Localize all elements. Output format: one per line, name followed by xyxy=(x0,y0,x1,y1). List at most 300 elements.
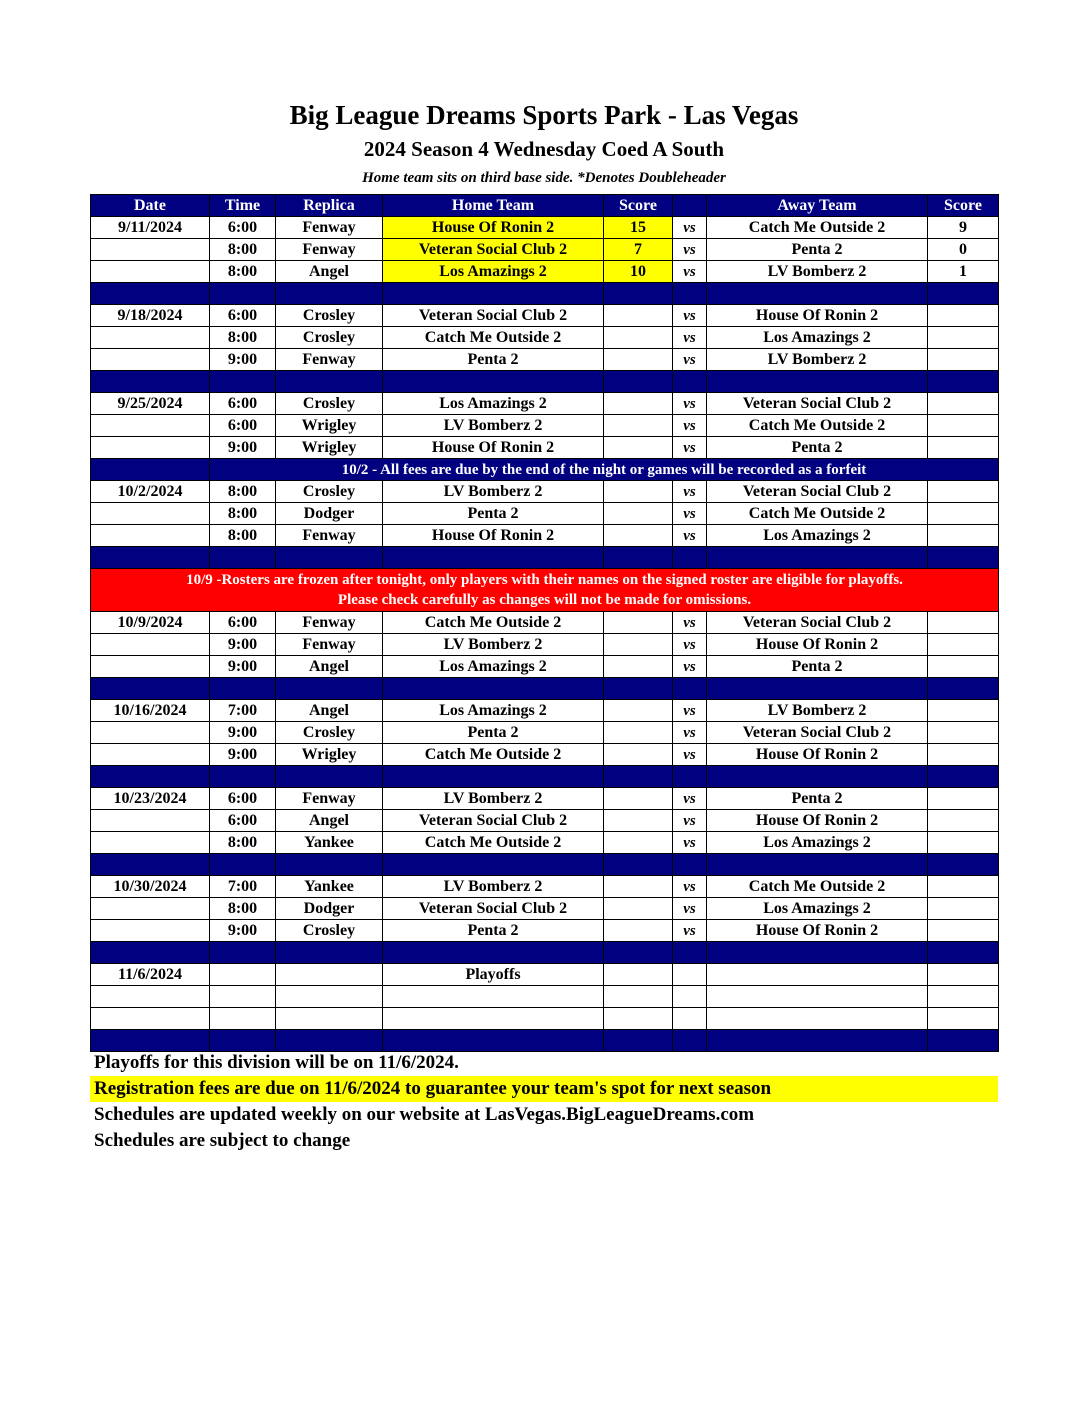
notice-row xyxy=(91,459,999,481)
home-team-cell xyxy=(383,986,604,1008)
footer-change-note: Schedules are subject to change xyxy=(94,1130,351,1151)
column-header-date: Date xyxy=(91,195,210,217)
home-team-cell: Veteran Social Club 2 xyxy=(383,305,604,327)
table-row xyxy=(91,503,999,525)
vs-cell: vs xyxy=(673,305,707,327)
spacer-cell xyxy=(604,371,673,393)
spacer-cell xyxy=(673,942,707,964)
field-cell: Fenway xyxy=(276,612,383,634)
away-team-cell: LV Bomberz 2 xyxy=(707,349,928,371)
home-team-cell: House Of Ronin 2 xyxy=(383,525,604,547)
spacer-row xyxy=(91,371,999,393)
away-score-cell xyxy=(928,327,999,349)
home-team-cell: LV Bomberz 2 xyxy=(383,788,604,810)
time-cell: 9:00 xyxy=(210,920,276,942)
date-cell xyxy=(91,437,210,459)
spacer-cell xyxy=(210,854,276,876)
spacer-cell xyxy=(673,678,707,700)
spacer-cell xyxy=(928,283,999,305)
spacer-cell xyxy=(673,854,707,876)
home-team-cell: Los Amazings 2 xyxy=(383,261,604,283)
field-cell: Fenway xyxy=(276,217,383,239)
spacer-cell xyxy=(383,371,604,393)
home-team-cell: Catch Me Outside 2 xyxy=(383,832,604,854)
table-row xyxy=(91,810,999,832)
home-score-cell: 7 xyxy=(604,239,673,261)
column-header-time: Time xyxy=(210,195,276,217)
home-score-cell xyxy=(604,876,673,898)
away-score-cell xyxy=(928,744,999,766)
field-cell: Angel xyxy=(276,700,383,722)
date-cell xyxy=(91,744,210,766)
away-score-cell xyxy=(928,876,999,898)
time-cell: 6:00 xyxy=(210,393,276,415)
away-score-cell xyxy=(928,964,999,986)
spacer-cell xyxy=(604,678,673,700)
home-score-cell xyxy=(604,722,673,744)
away-score-cell xyxy=(928,305,999,327)
spacer-cell xyxy=(707,283,928,305)
date-cell xyxy=(91,920,210,942)
column-header-home-score: Score xyxy=(604,195,673,217)
vs-cell: vs xyxy=(673,261,707,283)
date-cell xyxy=(91,656,210,678)
field-cell: Wrigley xyxy=(276,437,383,459)
table-row xyxy=(91,261,999,283)
field-cell: Yankee xyxy=(276,832,383,854)
spacer-cell xyxy=(91,283,210,305)
vs-cell: vs xyxy=(673,393,707,415)
away-team-cell: Veteran Social Club 2 xyxy=(707,481,928,503)
spacer-cell xyxy=(928,678,999,700)
away-score-cell: 9 xyxy=(928,217,999,239)
spacer-cell xyxy=(210,371,276,393)
spacer-cell xyxy=(707,547,928,569)
date-cell xyxy=(91,986,210,1008)
column-header-replica: Replica xyxy=(276,195,383,217)
spacer-cell xyxy=(673,766,707,788)
table-row xyxy=(91,217,999,239)
away-score-cell xyxy=(928,393,999,415)
table-header-row xyxy=(91,195,999,217)
page-subtitle: 2024 Season 4 Wednesday Coed A South xyxy=(363,137,725,161)
table-row xyxy=(91,481,999,503)
spacer-cell xyxy=(383,766,604,788)
alert-line-1: 10/9 -Rosters are frozen after tonight, only players with their names on the signed roster are eligible for playoffs. xyxy=(186,572,903,588)
table-row xyxy=(91,788,999,810)
vs-cell: vs xyxy=(673,700,707,722)
date-cell: 9/25/2024 xyxy=(91,393,210,415)
vs-cell: vs xyxy=(673,744,707,766)
away-score-cell xyxy=(928,700,999,722)
spacer-cell xyxy=(210,283,276,305)
home-team-cell: Veteran Social Club 2 xyxy=(383,239,604,261)
spacer-cell xyxy=(210,766,276,788)
date-cell: 10/9/2024 xyxy=(91,612,210,634)
vs-cell: vs xyxy=(673,810,707,832)
date-cell xyxy=(91,503,210,525)
date-cell xyxy=(91,722,210,744)
spacer-cell xyxy=(210,1030,276,1052)
time-cell: 6:00 xyxy=(210,217,276,239)
home-team-cell: Los Amazings 2 xyxy=(383,700,604,722)
home-score-cell xyxy=(604,393,673,415)
vs-cell: vs xyxy=(673,481,707,503)
spacer-cell xyxy=(707,766,928,788)
time-cell: 8:00 xyxy=(210,327,276,349)
vs-cell: vs xyxy=(673,832,707,854)
date-cell xyxy=(91,327,210,349)
away-team-cell: Penta 2 xyxy=(707,656,928,678)
date-cell: 10/23/2024 xyxy=(91,788,210,810)
away-team-cell: House Of Ronin 2 xyxy=(707,920,928,942)
spacer-row xyxy=(91,942,999,964)
vs-cell: vs xyxy=(673,876,707,898)
spacer-row xyxy=(91,547,999,569)
vs-cell: vs xyxy=(673,656,707,678)
home-team-cell: House Of Ronin 2 xyxy=(383,437,604,459)
spacer-cell xyxy=(210,547,276,569)
home-team-cell: Veteran Social Club 2 xyxy=(383,898,604,920)
table-row xyxy=(91,525,999,547)
vs-cell: vs xyxy=(673,239,707,261)
spacer-cell xyxy=(928,1030,999,1052)
away-score-cell xyxy=(928,832,999,854)
column-header-away-score: Score xyxy=(928,195,999,217)
date-cell xyxy=(91,810,210,832)
table-row xyxy=(91,876,999,898)
spacer-cell xyxy=(604,854,673,876)
spacer-cell xyxy=(383,854,604,876)
home-score-cell xyxy=(604,898,673,920)
field-cell: Wrigley xyxy=(276,415,383,437)
field-cell: Fenway xyxy=(276,349,383,371)
home-score-cell xyxy=(604,964,673,986)
spacer-cell xyxy=(276,1030,383,1052)
field-cell: Crosley xyxy=(276,920,383,942)
vs-cell: vs xyxy=(673,612,707,634)
away-team-cell: LV Bomberz 2 xyxy=(707,700,928,722)
spacer-cell xyxy=(928,854,999,876)
time-cell: 6:00 xyxy=(210,788,276,810)
away-score-cell xyxy=(928,1008,999,1030)
away-team-cell: Veteran Social Club 2 xyxy=(707,393,928,415)
page-title: Big League Dreams Sports Park - Las Vegas xyxy=(289,100,799,130)
field-cell: Dodger xyxy=(276,898,383,920)
table-row xyxy=(91,964,999,986)
home-team-cell: Penta 2 xyxy=(383,722,604,744)
vs-cell: vs xyxy=(673,503,707,525)
footer-playoffs-note: Playoffs for this division will be on 11/6/2024. xyxy=(94,1052,459,1073)
home-team-cell: Veteran Social Club 2 xyxy=(383,810,604,832)
table-row xyxy=(91,920,999,942)
alert-line-2: Please check carefully as changes will not be made for omissions. xyxy=(337,592,752,608)
field-cell: Crosley xyxy=(276,481,383,503)
home-score-cell xyxy=(604,744,673,766)
time-cell: 9:00 xyxy=(210,437,276,459)
spacer-cell xyxy=(673,371,707,393)
column-header-vs xyxy=(673,195,707,217)
away-team-cell xyxy=(707,1008,928,1030)
time-cell: 8:00 xyxy=(210,898,276,920)
spacer-cell xyxy=(210,942,276,964)
spacer-row xyxy=(91,1030,999,1052)
table-row xyxy=(91,722,999,744)
home-team-cell: Catch Me Outside 2 xyxy=(383,744,604,766)
away-score-cell: 0 xyxy=(928,239,999,261)
spacer-cell xyxy=(604,942,673,964)
away-score-cell xyxy=(928,481,999,503)
schedule-table xyxy=(90,194,999,1052)
home-team-cell: LV Bomberz 2 xyxy=(383,634,604,656)
time-cell: 7:00 xyxy=(210,876,276,898)
home-score-cell xyxy=(604,634,673,656)
spacer-cell xyxy=(91,766,210,788)
time-cell: 7:00 xyxy=(210,700,276,722)
vs-cell xyxy=(673,1008,707,1030)
spacer-cell xyxy=(928,547,999,569)
away-score-cell xyxy=(928,612,999,634)
table-row xyxy=(91,349,999,371)
vs-cell xyxy=(673,964,707,986)
spacer-cell xyxy=(707,942,928,964)
away-team-cell: Veteran Social Club 2 xyxy=(707,612,928,634)
date-cell xyxy=(91,525,210,547)
away-team-cell xyxy=(707,964,928,986)
spacer-cell xyxy=(91,547,210,569)
home-team-cell: Catch Me Outside 2 xyxy=(383,612,604,634)
date-cell: 11/6/2024 xyxy=(91,964,210,986)
time-cell: 8:00 xyxy=(210,503,276,525)
vs-cell: vs xyxy=(673,722,707,744)
footer-notes xyxy=(90,1050,998,1154)
spacer-cell xyxy=(276,283,383,305)
home-team-cell xyxy=(383,1008,604,1030)
home-score-cell xyxy=(604,1008,673,1030)
away-team-cell: Penta 2 xyxy=(707,788,928,810)
vs-cell: vs xyxy=(673,634,707,656)
away-score-cell xyxy=(928,810,999,832)
away-team-cell: House Of Ronin 2 xyxy=(707,744,928,766)
vs-cell xyxy=(673,986,707,1008)
field-cell xyxy=(276,964,383,986)
spacer-cell xyxy=(707,371,928,393)
alert-text xyxy=(91,569,999,612)
footer-registration-note: Registration fees are due on 11/6/2024 to guarantee your team's spot for next season xyxy=(90,1076,998,1102)
notice-spacer xyxy=(91,459,210,481)
time-cell: 9:00 xyxy=(210,656,276,678)
home-score-cell xyxy=(604,349,673,371)
away-score-cell xyxy=(928,722,999,744)
date-cell xyxy=(91,415,210,437)
field-cell: Angel xyxy=(276,261,383,283)
spacer-cell xyxy=(91,678,210,700)
home-score-cell xyxy=(604,986,673,1008)
field-cell: Crosley xyxy=(276,305,383,327)
home-score-cell xyxy=(604,920,673,942)
spacer-cell xyxy=(210,678,276,700)
spacer-row xyxy=(91,766,999,788)
table-row xyxy=(91,393,999,415)
vs-cell: vs xyxy=(673,349,707,371)
time-cell xyxy=(210,1008,276,1030)
time-cell: 6:00 xyxy=(210,810,276,832)
away-score-cell xyxy=(928,349,999,371)
time-cell: 9:00 xyxy=(210,722,276,744)
home-score-cell xyxy=(604,656,673,678)
spacer-row xyxy=(91,854,999,876)
field-cell: Angel xyxy=(276,810,383,832)
field-cell xyxy=(276,1008,383,1030)
away-team-cell: Los Amazings 2 xyxy=(707,327,928,349)
away-score-cell xyxy=(928,920,999,942)
home-score-cell xyxy=(604,415,673,437)
away-score-cell xyxy=(928,415,999,437)
home-team-cell: LV Bomberz 2 xyxy=(383,876,604,898)
home-score-cell xyxy=(604,832,673,854)
away-score-cell xyxy=(928,634,999,656)
vs-cell: vs xyxy=(673,920,707,942)
vs-cell: vs xyxy=(673,788,707,810)
date-cell: 10/2/2024 xyxy=(91,481,210,503)
away-team-cell: Penta 2 xyxy=(707,239,928,261)
field-cell: Crosley xyxy=(276,393,383,415)
home-score-cell xyxy=(604,810,673,832)
away-team-cell xyxy=(707,986,928,1008)
field-cell: Fenway xyxy=(276,239,383,261)
spacer-cell xyxy=(928,942,999,964)
away-score-cell xyxy=(928,986,999,1008)
home-team-cell: Playoffs xyxy=(383,964,604,986)
time-cell: 8:00 xyxy=(210,261,276,283)
home-team-cell: Los Amazings 2 xyxy=(383,393,604,415)
home-score-cell xyxy=(604,612,673,634)
spacer-row xyxy=(91,678,999,700)
vs-cell: vs xyxy=(673,327,707,349)
time-cell xyxy=(210,986,276,1008)
date-cell: 9/18/2024 xyxy=(91,305,210,327)
time-cell: 9:00 xyxy=(210,744,276,766)
spacer-cell xyxy=(276,854,383,876)
home-score-cell xyxy=(604,503,673,525)
spacer-cell xyxy=(383,283,604,305)
away-team-cell: Catch Me Outside 2 xyxy=(707,503,928,525)
home-team-cell: Penta 2 xyxy=(383,920,604,942)
spacer-cell xyxy=(383,678,604,700)
spacer-cell xyxy=(383,1030,604,1052)
table-row xyxy=(91,327,999,349)
home-team-cell: LV Bomberz 2 xyxy=(383,415,604,437)
field-cell: Crosley xyxy=(276,722,383,744)
field-cell xyxy=(276,986,383,1008)
time-cell: 6:00 xyxy=(210,305,276,327)
away-team-cell: Los Amazings 2 xyxy=(707,832,928,854)
spacer-cell xyxy=(928,766,999,788)
time-cell: 9:00 xyxy=(210,349,276,371)
column-header-home-team: Home Team xyxy=(383,195,604,217)
time-cell: 8:00 xyxy=(210,832,276,854)
time-cell xyxy=(210,964,276,986)
home-score-cell xyxy=(604,437,673,459)
time-cell: 6:00 xyxy=(210,415,276,437)
date-cell xyxy=(91,832,210,854)
table-row xyxy=(91,239,999,261)
table-row xyxy=(91,744,999,766)
table-row xyxy=(91,437,999,459)
away-score-cell xyxy=(928,656,999,678)
home-team-cell: LV Bomberz 2 xyxy=(383,481,604,503)
home-team-cell: Los Amazings 2 xyxy=(383,656,604,678)
spacer-cell xyxy=(91,942,210,964)
spacer-cell xyxy=(604,1030,673,1052)
away-team-cell: Catch Me Outside 2 xyxy=(707,415,928,437)
field-cell: Fenway xyxy=(276,788,383,810)
away-score-cell xyxy=(928,437,999,459)
date-cell xyxy=(91,898,210,920)
vs-cell: vs xyxy=(673,525,707,547)
field-cell: Angel xyxy=(276,656,383,678)
spacer-cell xyxy=(383,547,604,569)
spacer-cell xyxy=(707,678,928,700)
date-cell: 10/30/2024 xyxy=(91,876,210,898)
spacer-cell xyxy=(276,766,383,788)
away-team-cell: Catch Me Outside 2 xyxy=(707,876,928,898)
home-score-cell xyxy=(604,327,673,349)
away-score-cell xyxy=(928,788,999,810)
spacer-cell xyxy=(604,547,673,569)
date-cell xyxy=(91,239,210,261)
spacer-row xyxy=(91,283,999,305)
home-team-cell: Penta 2 xyxy=(383,503,604,525)
spacer-cell xyxy=(383,942,604,964)
home-score-cell xyxy=(604,700,673,722)
vs-cell: vs xyxy=(673,437,707,459)
home-score-cell xyxy=(604,525,673,547)
field-cell: Fenway xyxy=(276,525,383,547)
date-cell xyxy=(91,261,210,283)
field-cell: Fenway xyxy=(276,634,383,656)
spacer-cell xyxy=(91,371,210,393)
home-score-cell: 15 xyxy=(604,217,673,239)
table-row xyxy=(91,700,999,722)
field-cell: Dodger xyxy=(276,503,383,525)
time-cell: 8:00 xyxy=(210,525,276,547)
time-cell: 6:00 xyxy=(210,612,276,634)
field-cell: Crosley xyxy=(276,327,383,349)
home-score-cell: 10 xyxy=(604,261,673,283)
column-header-away-team: Away Team xyxy=(707,195,928,217)
table-row xyxy=(91,832,999,854)
home-score-cell xyxy=(604,305,673,327)
date-cell xyxy=(91,1008,210,1030)
date-cell xyxy=(91,634,210,656)
home-team-cell: Penta 2 xyxy=(383,349,604,371)
spacer-cell xyxy=(276,547,383,569)
footer-website-note: Schedules are updated weekly on our website at LasVegas.BigLeagueDreams.com xyxy=(94,1104,755,1125)
home-score-cell xyxy=(604,481,673,503)
field-cell: Wrigley xyxy=(276,744,383,766)
table-row xyxy=(91,986,999,1008)
time-cell: 8:00 xyxy=(210,239,276,261)
table-row xyxy=(91,634,999,656)
table-row xyxy=(91,1008,999,1030)
away-team-cell: Los Amazings 2 xyxy=(707,525,928,547)
home-team-cell: House Of Ronin 2 xyxy=(383,217,604,239)
vs-cell: vs xyxy=(673,415,707,437)
table-row xyxy=(91,415,999,437)
spacer-cell xyxy=(276,371,383,393)
home-team-cell: Catch Me Outside 2 xyxy=(383,327,604,349)
